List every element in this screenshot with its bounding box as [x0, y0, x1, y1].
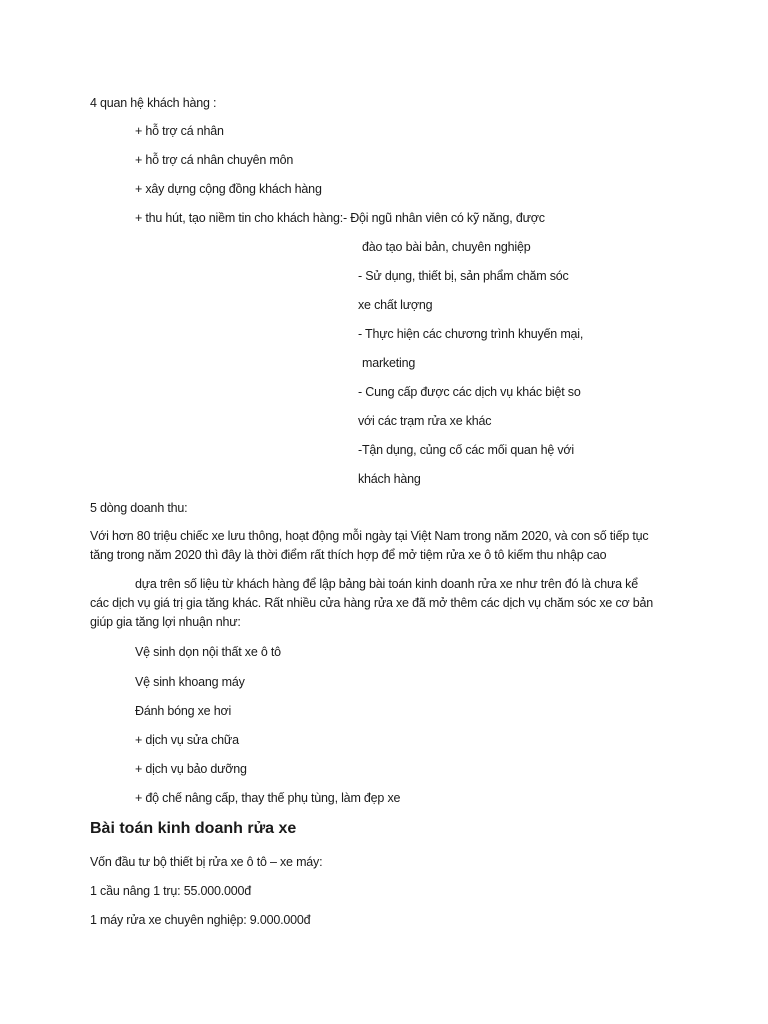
list-item: - Cung cấp được các dịch vụ khác biệt so [358, 385, 581, 399]
investment-item: 1 cầu nâng 1 trụ: 55.000.000đ [90, 884, 252, 898]
paragraph-line: các dịch vụ giá trị gia tăng khác. Rất nhiều cửa hàng rửa xe đã mở thêm các dịch vụ chăm sóc xe cơ bản [90, 596, 654, 610]
section-heading: Bài toán kinh doanh rửa xe [90, 820, 297, 837]
investment-item: 1 máy rửa xe chuyên nghiệp: 9.000.000đ [90, 913, 311, 927]
list-item-continued: khách hàng [358, 472, 421, 486]
list-item: + xây dựng cộng đồng khách hàng [135, 182, 322, 196]
list-item-continued: với các trạm rửa xe khác [358, 414, 492, 428]
investment-title: Vốn đầu tư bộ thiết bị rửa xe ô tô – xe máy: [90, 855, 323, 869]
list-item-continued: marketing [362, 356, 416, 370]
paragraph-line: Với hơn 80 triệu chiếc xe lưu thông, hoạt động mỗi ngày tại Việt Nam trong năm 2020, và con số tiếp tục [90, 529, 649, 543]
section-5-title: 5 dòng doanh thu: [90, 501, 188, 515]
section-4-title: 4 quan hệ khách hàng : [90, 96, 217, 110]
service-item: + độ chế nâng cấp, thay thế phụ tùng, làm đẹp xe [135, 791, 401, 805]
list-item: - Sử dụng, thiết bị, sản phẩm chăm sóc [358, 269, 569, 283]
list-item: + thu hút, tạo niềm tin cho khách hàng:- Đội ngũ nhân viên có kỹ năng, được [135, 211, 545, 225]
list-item-continued: đào tạo bài bản, chuyên nghiệp [362, 240, 531, 254]
service-item: Vệ sinh khoang máy [135, 675, 245, 689]
list-item: + hỗ trợ cá nhân [135, 124, 224, 138]
service-item: + dịch vụ bảo dưỡng [135, 762, 247, 776]
service-item: Vệ sinh dọn nội thất xe ô tô [135, 645, 281, 659]
list-item: -Tận dụng, củng cố các mối quan hệ với [358, 443, 575, 457]
list-item: - Thực hiện các chương trình khuyến mại, [358, 327, 584, 341]
paragraph-line: dựa trên số liệu từ khách hàng để lập bảng bài toán kinh doanh rửa xe như trên đó là chưa kể [135, 577, 638, 591]
list-item: + hỗ trợ cá nhân chuyên môn [135, 153, 294, 167]
paragraph-line: tăng trong năm 2020 thì đây là thời điểm rất thích hợp để mở tiệm rửa xe ô tô kiếm thu nhập cao [90, 548, 607, 562]
paragraph-line: giúp gia tăng lợi nhuận như: [90, 615, 241, 629]
service-item: + dịch vụ sửa chữa [135, 733, 239, 747]
list-item-continued: xe chất lượng [358, 298, 433, 312]
service-item: Đánh bóng xe hơi [135, 704, 232, 718]
